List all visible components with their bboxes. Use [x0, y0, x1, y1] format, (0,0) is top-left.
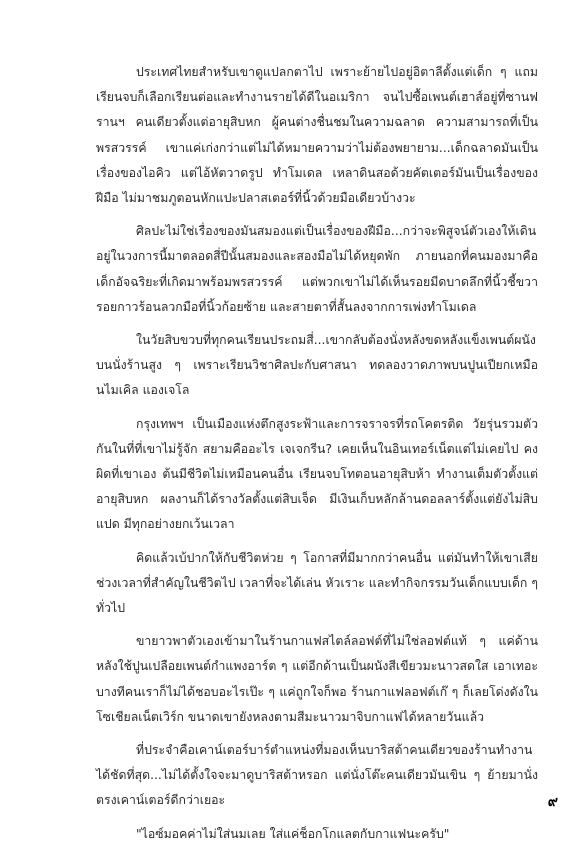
page-number: ๙: [547, 794, 558, 810]
dialogue-line: "ไอซ์มอคค่าไม่ใส่นมเลย ใส่แค่ช็อกโกแลตกับกาแฟนะครับ": [136, 826, 450, 841]
paragraph: กรุงเทพฯ เป็นเมืองแห่งตึกสูงระฟ้าและการจราจรที่รถโคตรติด วัยรุ่นรวมตัวกันในที่ที่เขาไม่รู้จัก สยามคืออะไร เจเจกรีน? เคยเห็นในอินเทอร์เน็ตแต่ไม่เคยไป คงผิดที่เขาเอง ต้นมีชีวิตไม่เหมือนคนอื่น เรียนจบโทตอนอายุสิบห้า ทำงานเต็มตัวตั้งแต่อายุสิบหก ผลงานก็ได้รางวัลตั้งแต่สิบเจ็ด มีเงินเก็บหลักล้านดอลลาร์ตั้งแต่ยังไม่สิบแปด มีทุกอย่างยกเว้นเวลา: [96, 416, 538, 532]
paragraph: ในวัยสิบขวบที่ทุกคนเรียนประถมสี่...เขากลับต้องนั่งหลังขดหลังแข็งเพนต์ผนังบนนั่งร้านสูง ๆ เพราะเรียนวิชาศิลปะกับศาสนา ทดลองวาดภาพบนปูนเปียกเหมือนไมเคิล แองเจโล: [96, 333, 538, 398]
paragraph: ศิลปะไม่ใช่เรื่องของมันสมองแต่เป็นเรื่องของฝีมือ...กว่าจะพิสูจน์ตัวเองให้เดินอยู่ในวงการนี้มาตลอดสี่ปีนั้นสมองและสองมือไม่ได้หยุดพัก ภายนอกที่คนมองมาคือเด็กอัจฉริยะที่เกิดมาพร้อมพรสวรรค์ แต่พวกเขาไม่ได้เห็นรอยมีดบาดลึกที่นิ้วชี้ขวา รอยกาวร้อนลวกมือที่นิ้วก้อยซ้าย และสายตาที่สั้นลงจากการเพ่งทำโมเดล: [96, 224, 538, 314]
paragraph: ที่ประจำคือเคาน์เตอร์บาร์ตำแหน่งที่มองเห็นบาริสต้าคนเดียวของร้านทำงานได้ชัดที่สุด...ไม่ได้ตั้งใจจะมาดูบาริสต้าหรอก แต่นั่งโต๊ะคนเดียวมันเขิน ๆ ย้ายมานั่งตรงเคาน์เตอร์ดีกว่าเยอะ: [96, 743, 538, 808]
paragraph: ขายาวพาตัวเองเข้ามาในร้านกาแฟสไตล์ลอฟต์ที่ไม่ใช่ลอฟต์แท้ ๆ แค่ด้านหลังใช้ปูนเปลือยเพนต์กำแพงอาร์ต ๆ แต่อีกด้านเป็นผนังสีเขียวมะนาวสดใส เอาเทอะบางทีคนเราก็ไม่ได้ชอบอะไรเป๊ะ ๆ แค่ถูกใจก็พอ ร้านกาแฟลอฟต์เก๊ ๆ ก็เลยโด่งดังในโซเชียลเน็ตเวิร์ก ขนาดเขายังหลงตามสีมะนาวมาจิบกาแฟได้หลายวันแล้ว: [96, 634, 538, 724]
paragraph: ประเทศไทยสำหรับเขาดูแปลกตาไป เพราะย้ายไปอยู่อิตาลีตั้งแต่เด็ก ๆ แถมเรียนจบก็เลือกเรียนต่อและทำงานรายได้ดีในอเมริกา จนไปซื้อเพนต์เฮาส์อยู่ที่ซานฟรานฯ คนเดียวตั้งแต่อายุสิบหก ผู้คนต่างชื่นชมในความฉลาด ความสามารถที่เป็นพรสวรรค์ เขาแค่เก่งกว่าแต่ไม่ได้หมายความว่าไม่ต้องพยายาม...เด็กฉลาดมันเป็นเรื่องของไอคิว แต่ไอ้หัตวาดรูป ทำโมเดล เหลาดินสอด้วยคัตเตอร์มันเป็นเรื่องของฝีมือ ไม่มาชมภูตอนหักแปะปลาสเตอร์ที่นิ้วด้วยมือเดียวบ้างวะ: [96, 65, 538, 206]
paragraph: คิดแล้วเบ้ปากให้กับชีวิตห่วย ๆ โอกาสที่มีมากกว่าคนอื่น แต่มันทำให้เขาเสียช่วงเวลาที่สำคัญในชีวิตไป เวลาที่จะได้เล่น หัวเราะ และทำกิจกรรมวันเด็กแบบเด็ก ๆ ทั่วไป: [96, 550, 538, 616]
page-body: [96, 60, 538, 855]
